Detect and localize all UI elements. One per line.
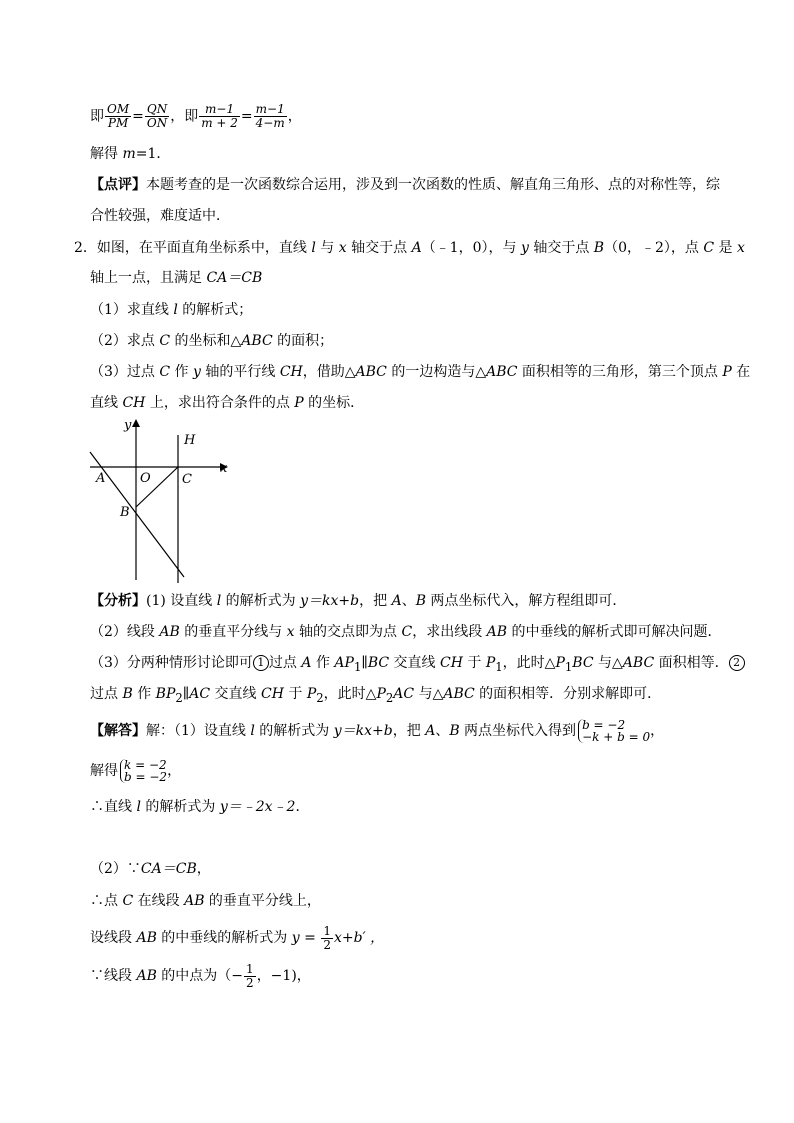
- circled-number: 2: [729, 655, 745, 671]
- label-o: O: [140, 471, 151, 486]
- label-c: C: [182, 472, 192, 487]
- label-b: B: [120, 505, 130, 520]
- y-axis-arrow: [132, 419, 140, 427]
- fraction-one-half: $\frac{1}{2}$: [323, 923, 331, 952]
- label-y: y: [124, 418, 132, 433]
- question-2-line-1: 2．如图，在平面直角坐标系中，直线 l 与 x 轴交于点 A（﹣1，0），与 y 轴交于点 B（0，﹣2），点 C 是 x: [74, 240, 745, 256]
- analysis-2: （2）线段 AB 的垂直平分线与 x 轴的交点即为点 C，求出线段 AB 的中垂线的解析式即可解决问题．: [90, 624, 722, 640]
- fraction-om-pm: $\frac{OM}{PM}$: [107, 102, 130, 130]
- fraction-m-1-m-2: $\frac{m-1}{m + 2}$: [201, 102, 238, 130]
- solution-1: 【解答】解：（1）设直线 l 的解析式为 y＝kx+b，把 A、B 两点坐标代入得到 b = −2 −k + b = 0 ，: [90, 718, 665, 744]
- analysis-1: 【分析】(1) 设直线 l 的解析式为 y＝kx+b，把 A、B 两点坐标代入，解方程组即可．: [90, 593, 627, 609]
- analysis-4: 过点 B 作 $BP_2\parallel AC$ 交直线 CH 于 $P_2$，此时$\triangle P_2AC$ 与△ABC 的面积相等．分别求解即可．: [90, 686, 662, 705]
- line-comment: 【点评】本题考查的是一次函数综合运用，涉及到一次函数的性质、解直角三角形、点的对称性等，综: [90, 177, 720, 193]
- solution-7: ∵线段 AB 的中点为（− $\frac{1}{2}$ ，−1)，: [90, 961, 311, 990]
- sub-question-1: （1）求直线 l 的解析式；: [90, 302, 253, 318]
- equation-system: b = −2 −k + b = 0: [578, 719, 650, 743]
- line-ratio: 即 $\frac{OM}{PM}$ = $\frac{QN}{ON}$ ，即 $\frac{m-1}{m + 2}$ = $\frac{m-1}{4-m}$ ，: [90, 102, 302, 130]
- question-2-line-2: 轴上一点，且满足 CA＝CB: [90, 270, 263, 286]
- circled-number: 1: [253, 655, 269, 671]
- sub-question-3-line-1: （3）过点 C 作 y 轴的平行线 CH，借助△ABC 的一边构造与△ABC 面积相等的三角形，第三个顶点 P 在: [90, 364, 751, 380]
- label-h: H: [184, 433, 196, 448]
- line-solve-m: 解得 m=1．: [90, 146, 171, 162]
- equation-system: k = −2 b = −2: [120, 759, 167, 783]
- solution-3: ∴直线 l 的解析式为 y＝﹣2x﹣2．: [90, 799, 310, 815]
- coordinate-figure: [80, 415, 240, 585]
- fraction-one-half: $\frac{1}{2}$: [246, 961, 254, 990]
- line-comment-cont: 合性较强，难度适中．: [90, 208, 230, 224]
- solution-5: ∴点 C 在线段 AB 的垂直平分线上，: [90, 893, 321, 909]
- label-a: A: [96, 471, 106, 486]
- sub-question-3-line-2: 直线 CH 上，求出符合条件的点 P 的坐标．: [90, 395, 365, 411]
- fraction-qn-on: $\frac{QN}{ON}$: [146, 102, 168, 130]
- fraction-m-1-4-m: $\frac{m-1}{4-m}$: [255, 102, 285, 130]
- solution-2: 解得 k = −2 b = −2 ，: [90, 758, 182, 784]
- sub-question-2: （2）求点 C 的坐标和△ABC 的面积；: [90, 333, 334, 349]
- analysis-3: （3）分两种情形讨论即可 1 过点 A 作 $AP_1\parallel BC$ 交直线 CH 于 $P_1$，此时$\triangle P_1BC$ 与△ABC 面积相等． 2: [90, 653, 745, 677]
- solution-6: 设线段 AB 的中垂线的解析式为 y = $\frac{1}{2}$ x+b′ ，: [90, 923, 385, 952]
- solution-4: （2）∵CA＝CB，: [90, 861, 211, 877]
- label-x: x: [220, 461, 228, 476]
